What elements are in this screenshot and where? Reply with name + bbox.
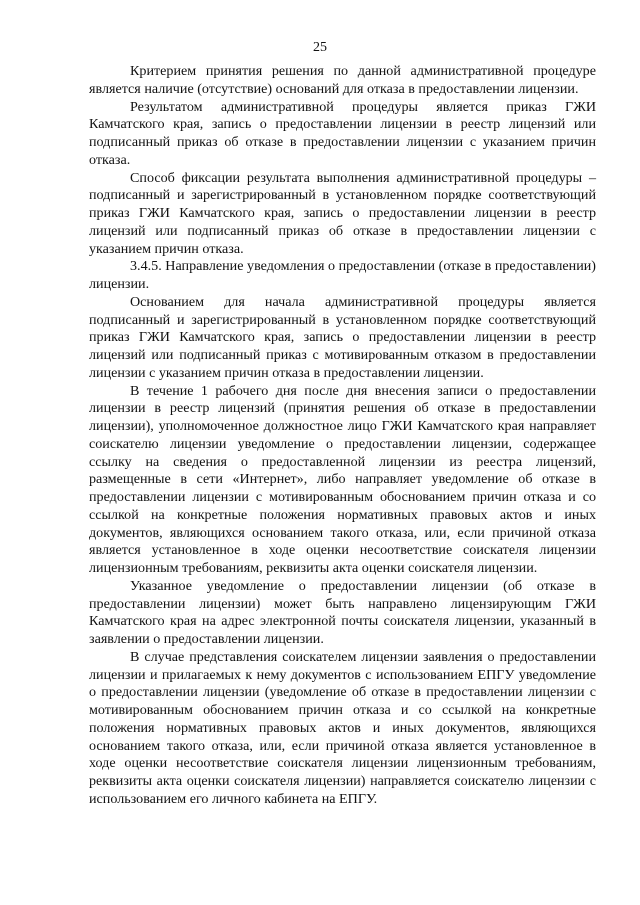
paragraph-epgu-notification: В случае представления соискателем лицензии заявления о предоставлении лицензии и прилагаемых к нему документов с использованием ЕПГУ уведомление о предоставлении лицензии (уведомление об отказе в предоставлении лицензии с мотивированным обоснованием причин отказа и со ссылкой на конкретные положения нормативных правовых актов и иных документов, являющихся основанием такого отказа, или, если причиной отказа является установленное в ходе оценки несоответствие соискателя лицензии лицензионным требованиям, реквизиты акта оценки соискателя лицензии) направляется соискателю лицензии с использованием его личного кабинета на ЕПГУ. xyxy=(89,648,596,807)
paragraph-section-3-4-5-heading: 3.4.5. Направление уведомления о предоставлении (отказе в предоставлении) лицензии. xyxy=(89,258,596,292)
document-body xyxy=(89,63,596,809)
paragraph-email-notification: Указанное уведомление о предоставлении лицензии (об отказе в предоставлении лицензии) может быть направлено лицензирующим ГЖИ Камчатского края на адрес электронной почты соискателя лицензии, указанный в заявлении о предоставлении лицензии. xyxy=(89,577,596,647)
paragraph-notification-deadline: В течение 1 рабочего дня после дня внесения записи о предоставлении лицензии в реестр лицензий (принятия решения об отказе в предоставлении лицензии), уполномоченное должностное лицо ГЖИ Камчатского края направляет соискателю лицензии уведомление о предоставлении лицензии, содержащее ссылку на сведения о предоставленной лицензии из реестра лицензий, размещенные в сети «Интернет», либо направляет уведомление об отказе в предоставлении лицензии с мотивированным обоснованием причин отказа и со ссылкой на конкретные положения нормативных правовых актов и иных документов, являющихся основанием такого отказа, или, если причиной отказа является установленное в ходе оценки несоответствие соискателя лицензии лицензионным требованиям, реквизиты акта оценки соискателя лицензии. xyxy=(89,382,596,576)
paragraph-procedure-result: Результатом административной процедуры является приказ ГЖИ Камчатского края, запись о предоставлении лицензии в реестр лицензий или подписанный приказ об отказе в предоставлении лицензии с указанием причин отказа. xyxy=(89,98,596,168)
paragraph-decision-criterion: Критерием принятия решения по данной административной процедуре является наличие (отсутствие) оснований для отказа в предоставлении лицензии. xyxy=(89,63,596,97)
page-number: 25 xyxy=(313,40,327,55)
paragraph-result-fixation: Способ фиксации результата выполнения административной процедуры – подписанный и зарегистрированный в установленном порядке соответствующий приказ ГЖИ Камчатского края, запись о предоставлении лицензии в реестр лицензий или подписанный приказ об отказе в предоставлении лицензии с указанием причин отказа. xyxy=(89,169,596,257)
paragraph-procedure-basis: Основанием для начала административной процедуры является подписанный и зарегистрированный в установленном порядке соответствующий приказ ГЖИ Камчатского края, запись о предоставлении лицензии в реестр лицензий или подписанный приказ с мотивированным отказом в предоставлении лицензии с указанием причин отказа в предоставлении лицензии. xyxy=(89,293,596,381)
